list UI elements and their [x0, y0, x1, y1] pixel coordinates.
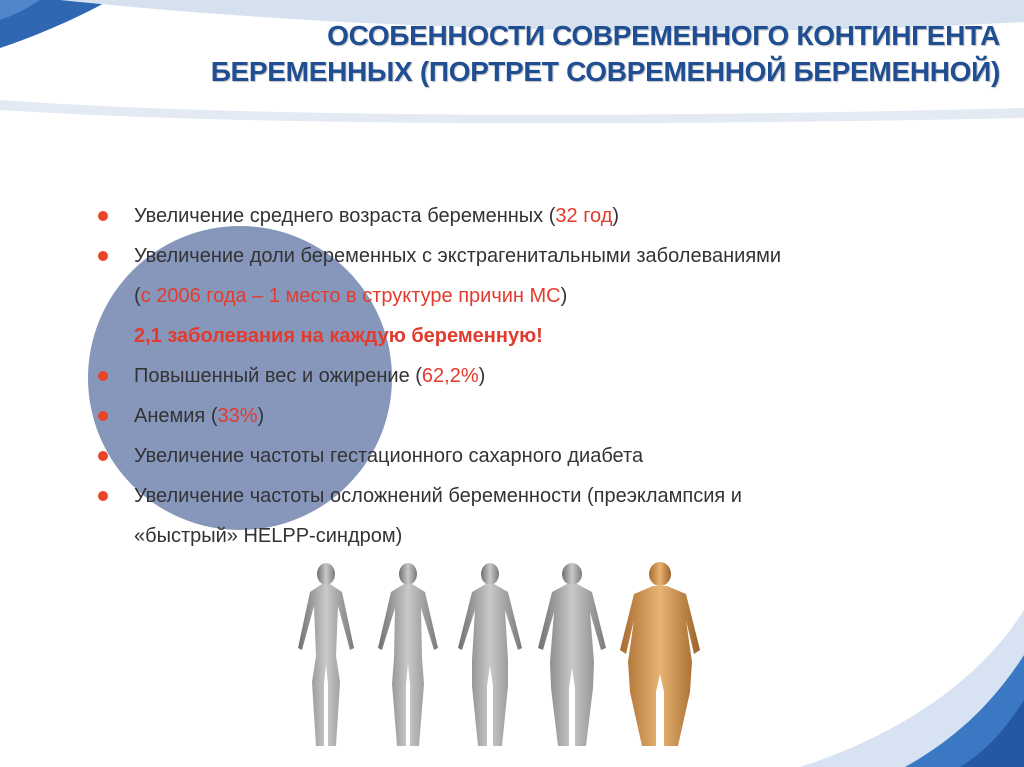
- item-text: Увеличение доли беременных с экстрагенитальными заболеваниями: [134, 245, 782, 267]
- item-subline: (с 2006 года – 1 место в структуре причин МС): [134, 285, 568, 307]
- bullet-dot-icon: [98, 371, 108, 381]
- bullet-dot-icon: [98, 491, 108, 501]
- item-subline: «быстрый» HELPP-синдром): [134, 525, 403, 547]
- body-figures-illustration: [284, 560, 724, 760]
- item-text: Увеличение частоты осложнений беременности (преэклампсия и: [134, 485, 742, 507]
- list-item: Повышенный вес и ожирение (62,2%): [96, 356, 996, 396]
- figure-4: [538, 563, 606, 746]
- list-item: [96, 196, 996, 236]
- list-item: [96, 436, 996, 476]
- item-emphasis: 2,1 заболевания на каждую беременную!: [134, 325, 543, 347]
- item-text: Анемия (: [134, 405, 218, 427]
- item-text: Увеличение частоты гестационного сахарного диабета: [134, 445, 644, 467]
- item-highlight: 62,2%: [421, 365, 479, 387]
- item-text: Повышенный вес и ожирение (: [134, 365, 422, 387]
- item-text: Увеличение среднего возраста беременных (: [134, 205, 556, 227]
- item-text-close: ): [612, 205, 620, 227]
- list-item: Анемия (33%): [96, 396, 996, 436]
- page-title: [180, 18, 1000, 90]
- figure-2: [378, 563, 438, 746]
- title-line-1: ОСОБЕННОСТИ СОВРЕМЕННОГО КОНТИНГЕНТА: [327, 20, 1000, 51]
- bullet-list: [96, 196, 996, 556]
- bullet-dot-icon: [98, 411, 108, 421]
- item-highlight: 32 год: [555, 205, 613, 227]
- figure-5: [620, 562, 700, 746]
- list-item: [96, 236, 996, 356]
- bullet-dot-icon: [98, 251, 108, 261]
- item-highlight: с 2006 года – 1 место в структуре причин МС: [140, 285, 561, 307]
- title-line-2: БЕРЕМЕННЫХ (ПОРТРЕТ СОВРЕМЕННОЙ БЕРЕМЕННОЙ): [210, 56, 1000, 87]
- item-highlight: 33%: [217, 405, 258, 427]
- list-item: [96, 476, 996, 556]
- bullet-dot-icon: [98, 211, 108, 221]
- figure-3: [458, 563, 522, 746]
- figure-1: [298, 563, 354, 746]
- bullet-dot-icon: [98, 451, 108, 461]
